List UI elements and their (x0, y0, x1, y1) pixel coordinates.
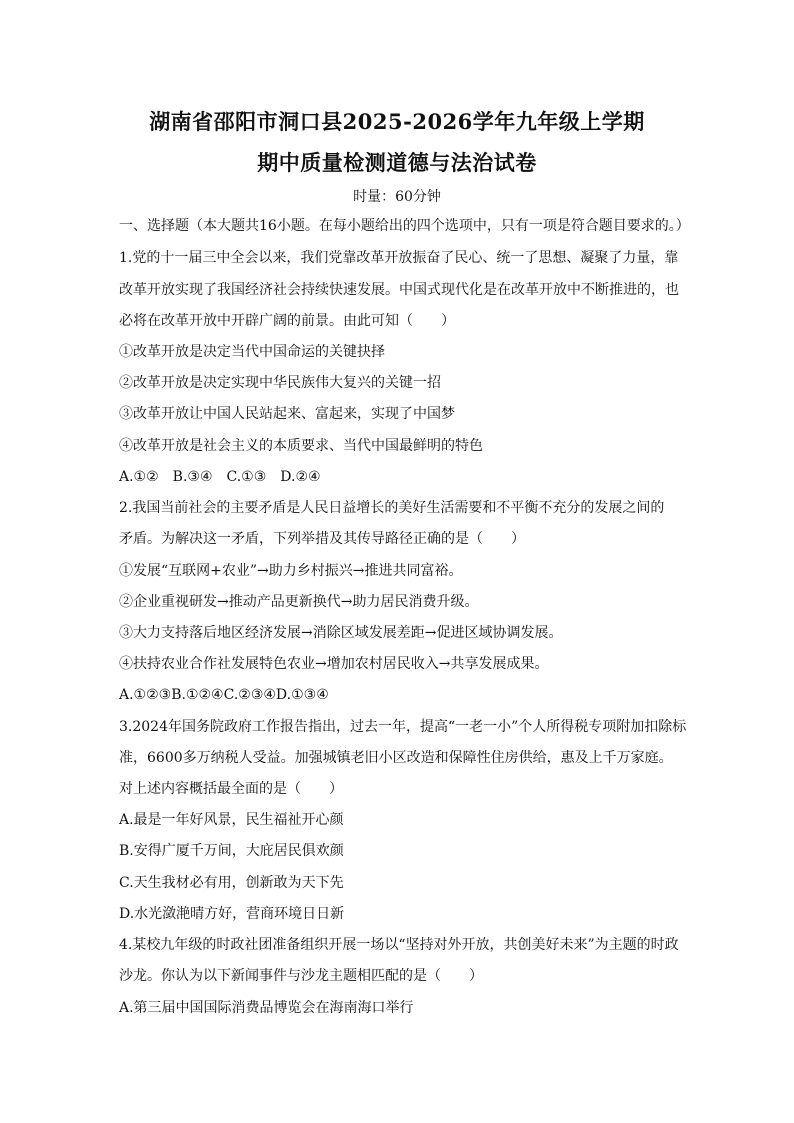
q2-options: A.①②③B.①②④C.②③④D.①③④ (119, 687, 329, 703)
q1-statement: ②改革开放是决定实现中华民族伟大复兴的关键一招 (119, 375, 441, 391)
q2-statement: ①发展“互联网+农业”→助力乡村振兴→推进共同富裕。 (119, 563, 463, 579)
q3-stem-line: 准，6600多万纳税人受益。加强城镇老旧小区改造和保障性住房供给，惠及上千万家庭。 (119, 750, 673, 766)
q3-choice: B.安得广厦千万间，大庇居民俱欢颜 (119, 843, 344, 859)
q1-statement: ④改革开放是社会主义的本质要求、当代中国最鲜明的特色 (119, 438, 483, 454)
q3-stem-line: 对上述内容概括最全面的是（ ） (119, 781, 343, 797)
q4-stem-line: 4.某校九年级的时政社团准备组织开展一场以“坚持对外开放，共创美好未来”为主题的时政 (119, 937, 679, 953)
q1-stem-line: 1.党的十一届三中全会以来，我们党靠改革开放振奋了民心、统一了思想、凝聚了力量，靠 (119, 250, 679, 266)
q2-stem-line: 矛盾。为解决这一矛盾，下列举措及其传导路径正确的是（ ） (119, 531, 525, 547)
q3-choice: A.最是一年好风景，民生福祉开心颜 (119, 812, 344, 828)
q1-stem-line: 改革开放实现了我国经济社会持续快速发展。中国式现代化是在改革开放中不断推进的，也 (119, 282, 679, 298)
exam-title-line1: 湖南省邵阳市洞口县2025-2026学年九年级上学期 (149, 109, 645, 134)
exam-title-line2: 期中质量检测道德与法治试卷 (257, 150, 537, 175)
section-heading: 一、选择题（本大题共16小题。在每小题给出的四个选项中，只有一项是符合题目要求的。） (119, 218, 690, 234)
q2-statement: ③大力支持落后地区经济发展→消除区域发展差距→促进区域协调发展。 (119, 625, 563, 641)
q3-choice: D.水光潋滟晴方好，营商环境日日新 (119, 906, 345, 922)
q4-choice: A.第三届中国国际消费品博览会在海南海口举行 (119, 1000, 414, 1016)
q3-choice: C.天生我材必有用，创新敢为天下先 (119, 875, 344, 891)
q1-stem-line: 必将在改革开放中开辟广阔的前景。由此可知（ ） (119, 313, 455, 329)
exam-duration: 时量：60分钟 (353, 189, 441, 205)
q1-statement: ①改革开放是决定当代中国命运的关键抉择 (119, 344, 385, 360)
q2-stem-line: 2.我国当前社会的主要矛盾是人民日益增长的美好生活需要和不平衡不充分的发展之间的 (119, 500, 665, 516)
q1-statement: ③改革开放让中国人民站起来、富起来，实现了中国梦 (119, 406, 455, 422)
q4-stem-line: 沙龙。你认为以下新闻事件与沙龙主题相匹配的是（ ） (119, 968, 483, 984)
q3-stem-line: 3.2024年国务院政府工作报告指出，过去一年，提高“一老一小”个人所得税专项附加扣除标 (119, 719, 687, 735)
q2-statement: ④扶持农业合作社发展特色农业→增加农村居民收入→共享发展成果。 (119, 656, 549, 672)
q2-statement: ②企业重视研发→推动产品更新换代→助力居民消费升级。 (119, 594, 479, 610)
q1-options: A.①② B.③④ C.①③ D.②④ (119, 469, 321, 485)
